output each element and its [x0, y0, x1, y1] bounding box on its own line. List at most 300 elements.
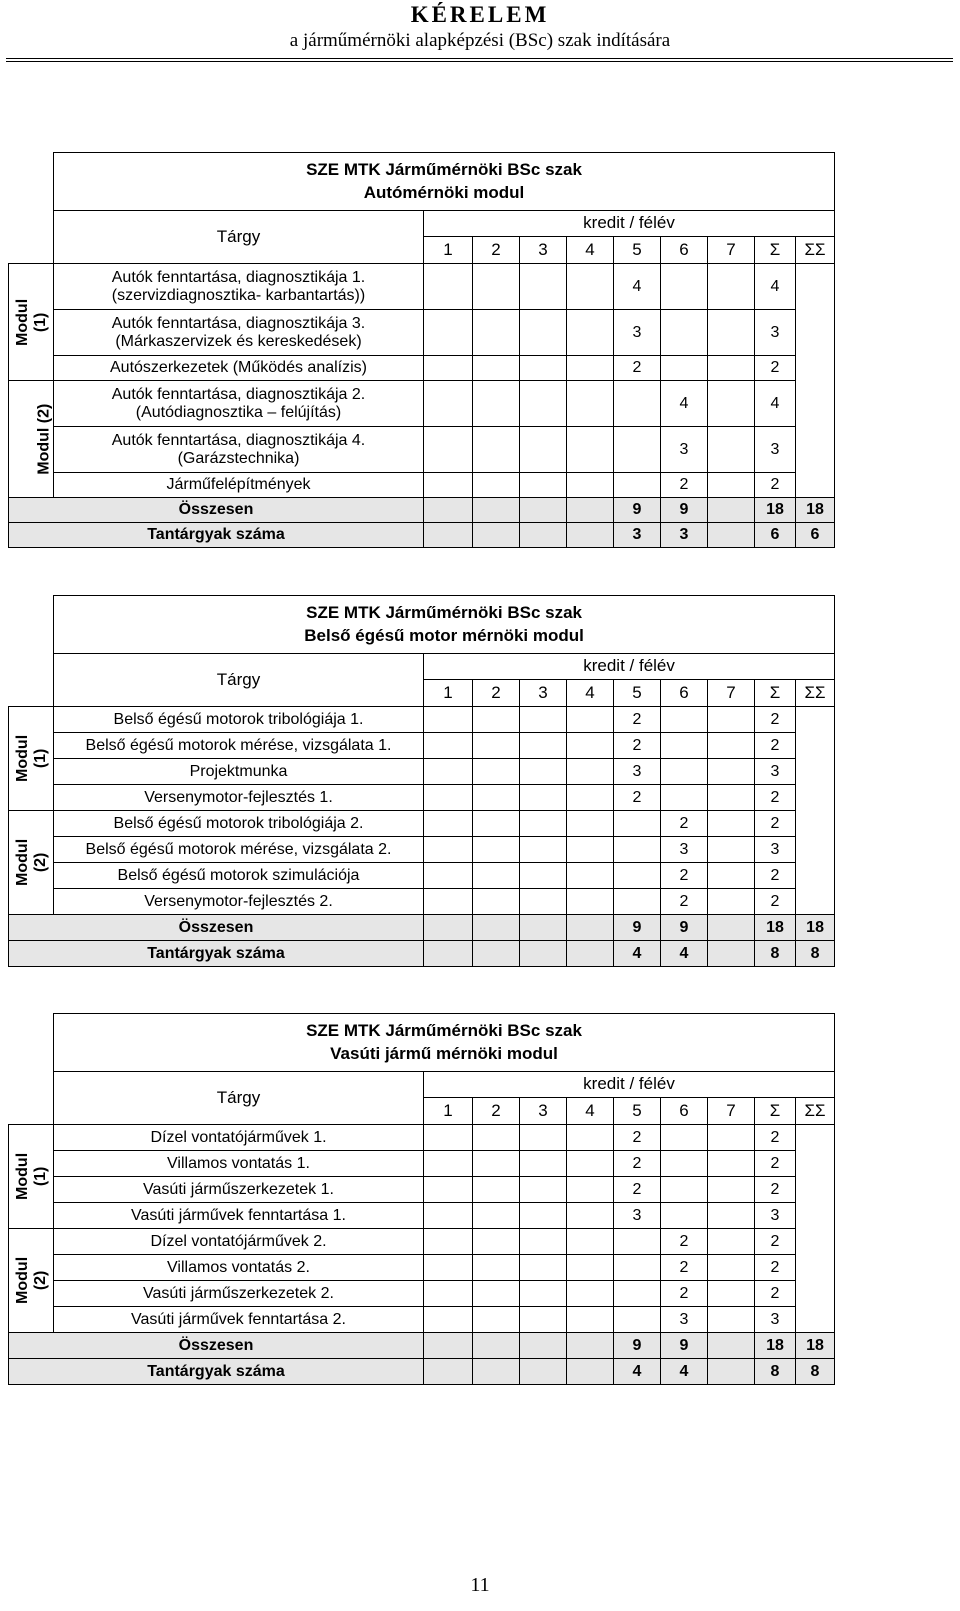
summary-semester-6: 4 — [661, 1359, 708, 1385]
summary-label: Tantárgyak száma — [9, 523, 424, 548]
credit-semester-1 — [424, 837, 473, 863]
credit-semester-1 — [424, 733, 473, 759]
summary-sum: 18 — [755, 915, 796, 941]
credit-sum: 2 — [755, 1281, 796, 1307]
subject-name — [54, 473, 424, 498]
credit-semester-5 — [614, 837, 661, 863]
credit-semester-6 — [661, 759, 708, 785]
sum-header: Σ — [755, 237, 796, 264]
subject-line: (szervizdiagnosztika- karbantartás)) — [111, 286, 366, 304]
credit-semester-7 — [708, 785, 755, 811]
modul-label-line: Modul — [14, 298, 32, 346]
title-row — [9, 596, 835, 654]
credit-semester-4 — [567, 863, 614, 889]
subject-name: Villamos vontatás 1. — [54, 1151, 424, 1177]
tantargyak-szama-row — [9, 941, 835, 967]
credit-semester-1 — [424, 785, 473, 811]
title-line-1: SZE MTK Járműmérnöki BSc szak — [306, 603, 582, 623]
table-title — [54, 153, 835, 211]
credit-semester-6: 3 — [661, 1307, 708, 1333]
subject-row — [9, 785, 835, 811]
credit-semester-7 — [708, 473, 755, 498]
credit-semester-5 — [614, 1229, 661, 1255]
credit-semester-1 — [424, 264, 473, 310]
credit-semester-7 — [708, 1281, 755, 1307]
credit-semester-7 — [708, 1307, 755, 1333]
subject-row — [9, 759, 835, 785]
credit-semester-4 — [567, 1255, 614, 1281]
subject-name: Belső égésű motorok tribológiája 1. — [54, 707, 424, 733]
summary-sum: 8 — [755, 941, 796, 967]
credit-semester-5: 4 — [614, 264, 661, 310]
summary-semester-4 — [567, 941, 614, 967]
credit-semester-1 — [424, 427, 473, 473]
credit-semester-3 — [520, 1203, 567, 1229]
vasuti-jarmu-modul-table — [8, 1013, 835, 1385]
credit-semester-6 — [661, 733, 708, 759]
credit-semester-5 — [614, 1307, 661, 1333]
credit-semester-3 — [520, 759, 567, 785]
semester-header-6: 6 — [661, 237, 708, 264]
credit-semester-6: 2 — [661, 1255, 708, 1281]
credit-sum: 3 — [755, 1307, 796, 1333]
semester-header-3: 3 — [520, 237, 567, 264]
summary-semester-5: 9 — [614, 915, 661, 941]
credit-semester-2 — [473, 310, 520, 356]
modul-label-line: (1) — [32, 748, 50, 769]
semester-header-5: 5 — [614, 680, 661, 707]
subject-row — [9, 837, 835, 863]
summary-label: Összesen — [9, 915, 424, 941]
summary-semester-6: 3 — [661, 523, 708, 548]
credit-semester-3 — [520, 889, 567, 915]
credit-semester-5: 3 — [614, 1203, 661, 1229]
osszesen-row — [9, 498, 835, 523]
credit-semester-3 — [520, 707, 567, 733]
credit-semester-1 — [424, 1151, 473, 1177]
credit-semester-1 — [424, 707, 473, 733]
credit-semester-6: 2 — [661, 1229, 708, 1255]
credit-semester-3 — [520, 427, 567, 473]
subject-line: Autók fenntartása, diagnosztikája 1. — [111, 268, 366, 286]
subject-line: Járműfelépítmények — [166, 476, 311, 494]
credit-semester-5: 2 — [614, 707, 661, 733]
semester-header-6: 6 — [661, 1098, 708, 1125]
targy-header: Tárgy — [54, 211, 424, 264]
credit-semester-3 — [520, 356, 567, 381]
tantargyak-szama-row — [9, 523, 835, 548]
credit-sum: 2 — [755, 1255, 796, 1281]
credit-semester-5 — [614, 473, 661, 498]
semester-header-5: 5 — [614, 1098, 661, 1125]
summary-semester-1 — [424, 523, 473, 548]
sum-header: Σ — [755, 680, 796, 707]
credit-semester-2 — [473, 264, 520, 310]
summary-semester-5: 3 — [614, 523, 661, 548]
credit-semester-4 — [567, 811, 614, 837]
title-line-2: Belső égésű motor mérnöki modul — [304, 625, 584, 645]
credit-semester-7 — [708, 427, 755, 473]
semester-header-4: 4 — [567, 237, 614, 264]
title-row — [9, 153, 835, 211]
summary-semester-7 — [708, 523, 755, 548]
credit-semester-3 — [520, 310, 567, 356]
credit-semester-7 — [708, 1255, 755, 1281]
credit-semester-1 — [424, 1229, 473, 1255]
summary-semester-4 — [567, 498, 614, 523]
subject-row — [9, 1125, 835, 1151]
modul-label-line: Modul — [14, 734, 32, 783]
summary-semester-1 — [424, 1333, 473, 1359]
summary-semester-2 — [473, 498, 520, 523]
credit-semester-5: 2 — [614, 356, 661, 381]
credit-semester-4 — [567, 733, 614, 759]
modul-label-line: (2) — [32, 1270, 50, 1291]
credit-semester-2 — [473, 1203, 520, 1229]
credit-semester-6: 2 — [661, 1281, 708, 1307]
credit-semester-2 — [473, 1229, 520, 1255]
credit-semester-2 — [473, 785, 520, 811]
modul-1-label — [9, 1125, 54, 1229]
summary-label: Összesen — [9, 498, 424, 523]
blank-corner — [9, 1014, 54, 1072]
subject-name: Vasúti járműszerkezetek 2. — [54, 1281, 424, 1307]
credit-semester-4 — [567, 1281, 614, 1307]
credit-sum: 2 — [755, 785, 796, 811]
summary-semester-7 — [708, 915, 755, 941]
credit-semester-5 — [614, 863, 661, 889]
semester-header-2: 2 — [473, 1098, 520, 1125]
subject-row — [9, 473, 835, 498]
summary-semester-3 — [520, 941, 567, 967]
credit-semester-3 — [520, 264, 567, 310]
summary-semester-3 — [520, 915, 567, 941]
blank-corner — [9, 1072, 54, 1125]
summary-semester-3 — [520, 1333, 567, 1359]
credit-semester-5 — [614, 381, 661, 427]
credit-semester-7 — [708, 381, 755, 427]
summary-semester-1 — [424, 915, 473, 941]
table-title — [54, 596, 835, 654]
credit-sum: 2 — [755, 1151, 796, 1177]
credit-semester-1 — [424, 1177, 473, 1203]
credit-semester-4 — [567, 264, 614, 310]
summary-semester-2 — [473, 1333, 520, 1359]
credit-sum: 3 — [755, 310, 796, 356]
summary-semester-2 — [473, 523, 520, 548]
modul-2-label — [9, 1229, 54, 1333]
credit-semester-1 — [424, 811, 473, 837]
credit-semester-2 — [473, 863, 520, 889]
credit-semester-5 — [614, 889, 661, 915]
credit-semester-4 — [567, 1177, 614, 1203]
semester-header-7: 7 — [708, 1098, 755, 1125]
credit-semester-5 — [614, 1255, 661, 1281]
credit-semester-1 — [424, 889, 473, 915]
summary-semester-6: 9 — [661, 915, 708, 941]
credit-semester-4 — [567, 1151, 614, 1177]
semester-header-3: 3 — [520, 1098, 567, 1125]
subject-name — [54, 356, 424, 381]
credit-semester-4 — [567, 1307, 614, 1333]
semester-header-4: 4 — [567, 1098, 614, 1125]
credit-semester-3 — [520, 785, 567, 811]
credit-semester-4 — [567, 1203, 614, 1229]
subject-name: Belső égésű motorok szimulációja — [54, 863, 424, 889]
summary-semester-1 — [424, 941, 473, 967]
summary-sum: 18 — [755, 1333, 796, 1359]
credit-sum: 3 — [755, 759, 796, 785]
subject-row — [9, 863, 835, 889]
credit-semester-3 — [520, 733, 567, 759]
sumsum-header: ΣΣ — [796, 680, 835, 707]
summary-label: Tantárgyak száma — [9, 941, 424, 967]
credit-semester-3 — [520, 863, 567, 889]
summary-sumsum: 18 — [796, 498, 835, 523]
subject-row — [9, 264, 835, 310]
summary-semester-2 — [473, 941, 520, 967]
summary-label: Tantárgyak száma — [9, 1359, 424, 1385]
credit-sum: 2 — [755, 863, 796, 889]
credit-semester-6: 2 — [661, 811, 708, 837]
credit-semester-7 — [708, 811, 755, 837]
semester-header-1: 1 — [424, 1098, 473, 1125]
credit-sum: 3 — [755, 1203, 796, 1229]
modul-label-line: Modul (2) — [35, 403, 53, 475]
tantargyak-szama-row — [9, 1359, 835, 1385]
summary-semester-4 — [567, 1333, 614, 1359]
summary-semester-2 — [473, 1359, 520, 1385]
credit-sum: 2 — [755, 1125, 796, 1151]
blank-sumsum — [796, 264, 835, 498]
subject-row — [9, 381, 835, 427]
credit-semester-3 — [520, 1255, 567, 1281]
document-subtitle: a járműmérnöki alapképzési (BSc) szak indítására — [289, 30, 671, 51]
credit-semester-1 — [424, 381, 473, 427]
credit-semester-4 — [567, 381, 614, 427]
credit-semester-5 — [614, 1281, 661, 1307]
blank-corner — [9, 596, 54, 654]
credit-semester-5 — [614, 811, 661, 837]
subject-name: Vasúti járműszerkezetek 1. — [54, 1177, 424, 1203]
header-row — [9, 1072, 835, 1098]
subject-row — [9, 1255, 835, 1281]
modul-label-line: (2) — [32, 852, 50, 873]
targy-header: Tárgy — [54, 1072, 424, 1125]
subject-row — [9, 310, 835, 356]
belso-egesu-motor-modul-table — [8, 595, 835, 967]
semester-header-7: 7 — [708, 237, 755, 264]
summary-sumsum: 18 — [796, 1333, 835, 1359]
credit-semester-4 — [567, 785, 614, 811]
credit-semester-6 — [661, 1177, 708, 1203]
credit-sum: 2 — [755, 356, 796, 381]
summary-sum: 6 — [755, 523, 796, 548]
subject-name: Versenymotor-fejlesztés 1. — [54, 785, 424, 811]
title-line-1: SZE MTK Járműmérnöki BSc szak — [306, 1021, 582, 1041]
summary-label: Összesen — [9, 1333, 424, 1359]
semester-header-2: 2 — [473, 237, 520, 264]
semester-header-6: 6 — [661, 680, 708, 707]
credit-semester-3 — [520, 1125, 567, 1151]
summary-semester-6: 9 — [661, 1333, 708, 1359]
credit-semester-2 — [473, 733, 520, 759]
credit-semester-4 — [567, 759, 614, 785]
credit-semester-6 — [661, 356, 708, 381]
subject-line: (Autódiagnosztika – felújítás) — [135, 403, 342, 421]
credit-semester-4 — [567, 1125, 614, 1151]
subject-name: Belső égésű motorok mérése, vizsgálata 1. — [54, 733, 424, 759]
subject-row — [9, 1203, 835, 1229]
credit-semester-2 — [473, 356, 520, 381]
semester-header-1: 1 — [424, 237, 473, 264]
subject-name: Projektmunka — [54, 759, 424, 785]
summary-semester-3 — [520, 498, 567, 523]
credit-semester-7 — [708, 356, 755, 381]
credit-semester-2 — [473, 1151, 520, 1177]
credit-semester-2 — [473, 381, 520, 427]
subject-name — [54, 381, 424, 427]
title-row — [9, 1014, 835, 1072]
credit-semester-7 — [708, 1151, 755, 1177]
credit-semester-2 — [473, 473, 520, 498]
credit-semester-7 — [708, 707, 755, 733]
document-title: KÉRELEM — [410, 2, 550, 27]
credit-semester-6 — [661, 1125, 708, 1151]
credit-semester-6: 4 — [661, 381, 708, 427]
credit-semester-6 — [661, 264, 708, 310]
summary-semester-7 — [708, 1333, 755, 1359]
summary-semester-4 — [567, 915, 614, 941]
credit-semester-3 — [520, 811, 567, 837]
subject-row — [9, 1307, 835, 1333]
credit-semester-4 — [567, 427, 614, 473]
subject-row — [9, 427, 835, 473]
modul-2-label — [9, 381, 54, 498]
credit-semester-2 — [473, 889, 520, 915]
credit-sum: 2 — [755, 889, 796, 915]
osszesen-row — [9, 1333, 835, 1359]
credit-semester-4 — [567, 1229, 614, 1255]
credit-semester-7 — [708, 889, 755, 915]
summary-semester-5: 4 — [614, 1359, 661, 1385]
subject-name — [54, 264, 424, 310]
summary-semester-6: 4 — [661, 941, 708, 967]
credit-semester-1 — [424, 310, 473, 356]
credit-semester-5: 2 — [614, 785, 661, 811]
summary-semester-6: 9 — [661, 498, 708, 523]
credit-semester-4 — [567, 473, 614, 498]
credit-semester-3 — [520, 473, 567, 498]
credit-semester-3 — [520, 1151, 567, 1177]
summary-semester-1 — [424, 1359, 473, 1385]
credit-semester-3 — [520, 1281, 567, 1307]
semester-header-7: 7 — [708, 680, 755, 707]
modul-label-line: Modul — [14, 1256, 32, 1305]
blank-sumsum — [796, 1125, 835, 1333]
credit-semester-6: 3 — [661, 837, 708, 863]
credit-semester-5: 2 — [614, 1125, 661, 1151]
credit-semester-4 — [567, 310, 614, 356]
summary-semester-5: 9 — [614, 498, 661, 523]
semester-header-2: 2 — [473, 680, 520, 707]
credit-semester-4 — [567, 356, 614, 381]
summary-semester-7 — [708, 941, 755, 967]
credit-semester-2 — [473, 1255, 520, 1281]
blank-corner — [9, 153, 54, 211]
summary-semester-7 — [708, 498, 755, 523]
modul-label-line: Modul — [14, 838, 32, 887]
credit-semester-2 — [473, 1177, 520, 1203]
summary-semester-2 — [473, 915, 520, 941]
credit-semester-1 — [424, 863, 473, 889]
subject-row — [9, 889, 835, 915]
credit-semester-1 — [424, 1281, 473, 1307]
page-number: 11 — [470, 1574, 490, 1596]
modul-1-label — [9, 264, 54, 381]
credit-semester-2 — [473, 759, 520, 785]
credit-semester-7 — [708, 310, 755, 356]
subject-row — [9, 811, 835, 837]
sumsum-header: ΣΣ — [796, 1098, 835, 1125]
summary-sum: 8 — [755, 1359, 796, 1385]
credit-semester-2 — [473, 1125, 520, 1151]
credit-semester-2 — [473, 1307, 520, 1333]
subject-name: Versenymotor-fejlesztés 2. — [54, 889, 424, 915]
automernoki-modul-table — [8, 152, 835, 548]
credit-semester-2 — [473, 811, 520, 837]
targy-header: Tárgy — [54, 654, 424, 707]
credit-semester-7 — [708, 1177, 755, 1203]
summary-semester-5: 4 — [614, 941, 661, 967]
kredit-felev-header: kredit / félév — [424, 211, 835, 237]
credit-sum: 2 — [755, 1177, 796, 1203]
modul-2-label — [9, 811, 54, 915]
credit-semester-3 — [520, 1229, 567, 1255]
credit-semester-5: 2 — [614, 1177, 661, 1203]
credit-semester-3 — [520, 1177, 567, 1203]
credit-semester-2 — [473, 427, 520, 473]
credit-semester-1 — [424, 1125, 473, 1151]
credit-sum: 3 — [755, 837, 796, 863]
sumsum-header: ΣΣ — [796, 237, 835, 264]
subject-name: Dízel vontatójárművek 2. — [54, 1229, 424, 1255]
subject-line: (Garázstechnika) — [177, 449, 300, 467]
credit-semester-6: 2 — [661, 889, 708, 915]
title-line-2: Autómérnöki modul — [363, 182, 525, 202]
kredit-felev-header: kredit / félév — [424, 1072, 835, 1098]
modul-label-line: (1) — [32, 1166, 50, 1187]
credit-semester-4 — [567, 889, 614, 915]
sum-header: Σ — [755, 1098, 796, 1125]
subject-name — [54, 427, 424, 473]
subject-name: Belső égésű motorok tribológiája 2. — [54, 811, 424, 837]
title-line-1: SZE MTK Járműmérnöki BSc szak — [306, 160, 582, 180]
subject-line: Autók fenntartása, diagnosztikája 3. — [111, 314, 366, 332]
subject-line: Autószerkezetek (Működés analízis) — [110, 359, 367, 377]
subject-name: Vasúti járművek fenntartása 1. — [54, 1203, 424, 1229]
credit-semester-6 — [661, 785, 708, 811]
subject-row — [9, 1229, 835, 1255]
credit-semester-2 — [473, 837, 520, 863]
credit-semester-7 — [708, 733, 755, 759]
credit-semester-4 — [567, 707, 614, 733]
subject-name: Villamos vontatás 2. — [54, 1255, 424, 1281]
credit-semester-5: 2 — [614, 733, 661, 759]
credit-semester-6: 2 — [661, 473, 708, 498]
modul-1-label — [9, 707, 54, 811]
summary-semester-3 — [520, 1359, 567, 1385]
